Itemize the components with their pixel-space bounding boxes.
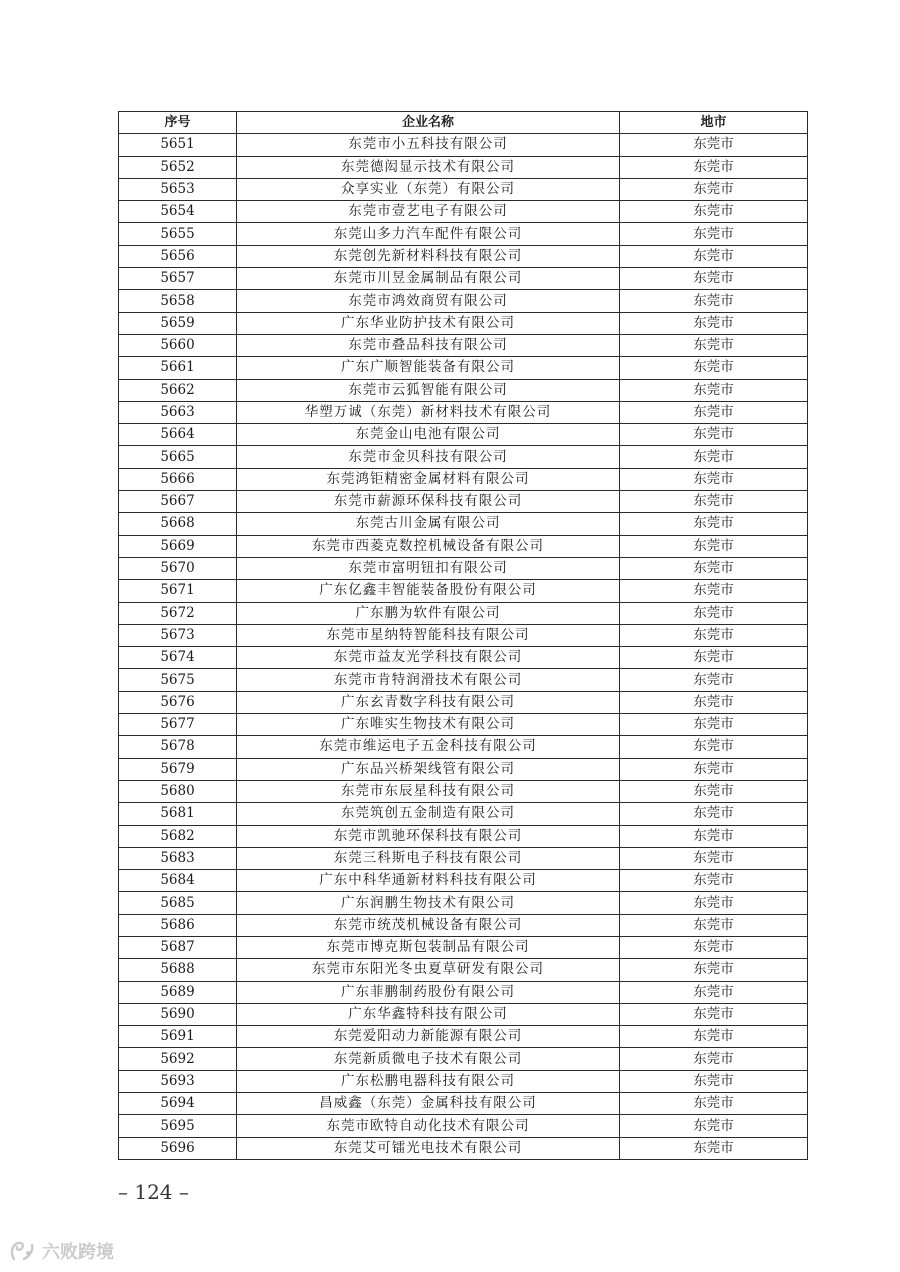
row-company-name: 广东松鹏电器科技有限公司	[237, 1070, 620, 1092]
row-company-name: 东莞新质微电子技术有限公司	[237, 1048, 620, 1070]
row-index: 5696	[119, 1137, 237, 1159]
row-index: 5692	[119, 1048, 237, 1070]
row-index: 5682	[119, 825, 237, 847]
swirl-logo-icon	[8, 1239, 38, 1263]
table-row	[119, 1048, 808, 1070]
row-company-name: 广东菲鹏制药股份有限公司	[237, 981, 620, 1003]
header-city: 地市	[620, 112, 808, 134]
table-row	[119, 134, 808, 156]
row-city: 东莞市	[620, 334, 808, 356]
watermark	[8, 1238, 114, 1264]
row-index: 5690	[119, 1003, 237, 1025]
table-row	[119, 201, 808, 223]
table-row	[119, 647, 808, 669]
table-row	[119, 468, 808, 490]
row-company-name: 广东品兴桥架线管有限公司	[237, 758, 620, 780]
row-company-name: 东莞金山电池有限公司	[237, 424, 620, 446]
row-index: 5695	[119, 1115, 237, 1137]
row-index: 5689	[119, 981, 237, 1003]
table-row	[119, 624, 808, 646]
table-row	[119, 446, 808, 468]
row-index: 5691	[119, 1026, 237, 1048]
row-city: 东莞市	[620, 825, 808, 847]
row-company-name: 东莞市博克斯包装制品有限公司	[237, 936, 620, 958]
header-index: 序号	[119, 112, 237, 134]
table-row	[119, 312, 808, 334]
row-index: 5671	[119, 580, 237, 602]
row-company-name: 东莞创先新材料科技有限公司	[237, 245, 620, 267]
row-city: 东莞市	[620, 513, 808, 535]
row-index: 5670	[119, 557, 237, 579]
table-row	[119, 780, 808, 802]
row-company-name: 昌威鑫（东莞）金属科技有限公司	[237, 1093, 620, 1115]
row-company-name: 东莞市壹艺电子有限公司	[237, 201, 620, 223]
row-city: 东莞市	[620, 290, 808, 312]
row-company-name: 众享实业（东莞）有限公司	[237, 178, 620, 200]
table-row	[119, 379, 808, 401]
table-row	[119, 736, 808, 758]
row-city: 东莞市	[620, 178, 808, 200]
row-city: 东莞市	[620, 1048, 808, 1070]
table-row	[119, 245, 808, 267]
row-company-name: 东莞市维运电子五金科技有限公司	[237, 736, 620, 758]
row-company-name: 东莞市金贝科技有限公司	[237, 446, 620, 468]
row-index: 5680	[119, 780, 237, 802]
row-city: 东莞市	[620, 491, 808, 513]
table-header-row	[119, 112, 808, 134]
row-company-name: 东莞市东辰星科技有限公司	[237, 780, 620, 802]
table-row	[119, 1115, 808, 1137]
row-company-name: 华塑万诚（东莞）新材料技术有限公司	[237, 401, 620, 423]
row-city: 东莞市	[620, 981, 808, 1003]
row-index: 5687	[119, 936, 237, 958]
row-index: 5676	[119, 691, 237, 713]
table-row	[119, 156, 808, 178]
row-company-name: 东莞市鸿效商贸有限公司	[237, 290, 620, 312]
row-city: 东莞市	[620, 714, 808, 736]
table-row	[119, 491, 808, 513]
watermark-text: 六败跨境	[42, 1242, 114, 1263]
row-company-name: 东莞市统茂机械设备有限公司	[237, 914, 620, 936]
row-company-name: 东莞三科斯电子科技有限公司	[237, 847, 620, 869]
row-index: 5674	[119, 647, 237, 669]
row-index: 5657	[119, 268, 237, 290]
row-city: 东莞市	[620, 847, 808, 869]
table-row	[119, 758, 808, 780]
table-row	[119, 290, 808, 312]
row-index: 5662	[119, 379, 237, 401]
row-company-name: 广东润鹏生物技术有限公司	[237, 892, 620, 914]
row-city: 东莞市	[620, 1093, 808, 1115]
row-index: 5660	[119, 334, 237, 356]
row-city: 东莞市	[620, 870, 808, 892]
row-index: 5679	[119, 758, 237, 780]
row-index: 5659	[119, 312, 237, 334]
row-index: 5668	[119, 513, 237, 535]
row-city: 东莞市	[620, 424, 808, 446]
table-row	[119, 803, 808, 825]
row-index: 5694	[119, 1093, 237, 1115]
row-index: 5677	[119, 714, 237, 736]
table-row	[119, 580, 808, 602]
row-company-name: 东莞市欧特自动化技术有限公司	[237, 1115, 620, 1137]
row-index: 5678	[119, 736, 237, 758]
row-index: 5658	[119, 290, 237, 312]
row-company-name: 东莞市凯驰环保科技有限公司	[237, 825, 620, 847]
row-company-name: 东莞筑创五金制造有限公司	[237, 803, 620, 825]
row-company-name: 东莞市星纳特智能科技有限公司	[237, 624, 620, 646]
row-index: 5686	[119, 914, 237, 936]
table-row	[119, 870, 808, 892]
table-row	[119, 981, 808, 1003]
row-company-name: 广东鹏为软件有限公司	[237, 602, 620, 624]
row-company-name: 广东亿鑫丰智能装备股份有限公司	[237, 580, 620, 602]
row-company-name: 东莞市川昱金属制品有限公司	[237, 268, 620, 290]
row-city: 东莞市	[620, 201, 808, 223]
row-company-name: 广东唯实生物技术有限公司	[237, 714, 620, 736]
table-row	[119, 1093, 808, 1115]
table-row	[119, 959, 808, 981]
row-city: 东莞市	[620, 959, 808, 981]
row-city: 东莞市	[620, 691, 808, 713]
row-city: 东莞市	[620, 535, 808, 557]
row-city: 东莞市	[620, 379, 808, 401]
table-row	[119, 535, 808, 557]
row-company-name: 广东华鑫特科技有限公司	[237, 1003, 620, 1025]
row-city: 东莞市	[620, 446, 808, 468]
row-city: 东莞市	[620, 736, 808, 758]
row-city: 东莞市	[620, 1137, 808, 1159]
row-company-name: 东莞市薪源环保科技有限公司	[237, 491, 620, 513]
table-row	[119, 557, 808, 579]
row-index: 5693	[119, 1070, 237, 1092]
row-company-name: 东莞市东阳光冬虫夏草研发有限公司	[237, 959, 620, 981]
table-row	[119, 1137, 808, 1159]
table-row	[119, 602, 808, 624]
row-index: 5654	[119, 201, 237, 223]
row-index: 5655	[119, 223, 237, 245]
row-city: 东莞市	[620, 1026, 808, 1048]
row-index: 5684	[119, 870, 237, 892]
row-index: 5688	[119, 959, 237, 981]
row-index: 5656	[119, 245, 237, 267]
row-index: 5664	[119, 424, 237, 446]
row-city: 东莞市	[620, 245, 808, 267]
table-row	[119, 357, 808, 379]
row-company-name: 东莞市益友光学科技有限公司	[237, 647, 620, 669]
table-row	[119, 1070, 808, 1092]
table-row	[119, 1003, 808, 1025]
row-company-name: 广东中科华通新材料科技有限公司	[237, 870, 620, 892]
row-city: 东莞市	[620, 780, 808, 802]
row-city: 东莞市	[620, 602, 808, 624]
row-company-name: 东莞市云狐智能有限公司	[237, 379, 620, 401]
row-index: 5666	[119, 468, 237, 490]
row-city: 东莞市	[620, 268, 808, 290]
row-city: 东莞市	[620, 401, 808, 423]
row-index: 5651	[119, 134, 237, 156]
row-city: 东莞市	[620, 468, 808, 490]
row-index: 5665	[119, 446, 237, 468]
row-city: 东莞市	[620, 669, 808, 691]
row-index: 5683	[119, 847, 237, 869]
row-company-name: 广东广顺智能装备有限公司	[237, 357, 620, 379]
row-city: 东莞市	[620, 647, 808, 669]
row-city: 东莞市	[620, 758, 808, 780]
row-company-name: 广东玄青数字科技有限公司	[237, 691, 620, 713]
row-city: 东莞市	[620, 557, 808, 579]
row-city: 东莞市	[620, 624, 808, 646]
row-city: 东莞市	[620, 223, 808, 245]
row-index: 5673	[119, 624, 237, 646]
table-row	[119, 714, 808, 736]
table-body	[119, 134, 808, 1160]
row-index: 5652	[119, 156, 237, 178]
row-city: 东莞市	[620, 936, 808, 958]
row-city: 东莞市	[620, 1003, 808, 1025]
row-company-name: 东莞市叠品科技有限公司	[237, 334, 620, 356]
row-index: 5669	[119, 535, 237, 557]
row-city: 东莞市	[620, 1115, 808, 1137]
row-company-name: 东莞市小五科技有限公司	[237, 134, 620, 156]
table-row	[119, 1026, 808, 1048]
table-row	[119, 691, 808, 713]
table-row	[119, 424, 808, 446]
row-index: 5667	[119, 491, 237, 513]
table-row	[119, 401, 808, 423]
table-row	[119, 334, 808, 356]
row-company-name: 东莞爱阳动力新能源有限公司	[237, 1026, 620, 1048]
table-row	[119, 847, 808, 869]
row-company-name: 东莞古川金属有限公司	[237, 513, 620, 535]
row-company-name: 东莞艾可镭光电技术有限公司	[237, 1137, 620, 1159]
row-city: 东莞市	[620, 914, 808, 936]
row-city: 东莞市	[620, 803, 808, 825]
row-company-name: 东莞市肯特润滑技术有限公司	[237, 669, 620, 691]
enterprise-list	[118, 111, 807, 1160]
table-row	[119, 513, 808, 535]
enterprise-table	[118, 111, 808, 1160]
row-company-name: 东莞山多力汽车配件有限公司	[237, 223, 620, 245]
row-city: 东莞市	[620, 1070, 808, 1092]
row-city: 东莞市	[620, 312, 808, 334]
row-city: 东莞市	[620, 156, 808, 178]
table-row	[119, 892, 808, 914]
table-row	[119, 223, 808, 245]
row-company-name: 东莞市西菱克数控机械设备有限公司	[237, 535, 620, 557]
row-company-name: 广东华业防护技术有限公司	[237, 312, 620, 334]
row-index: 5685	[119, 892, 237, 914]
row-company-name: 东莞鸿钜精密金属材料有限公司	[237, 468, 620, 490]
row-index: 5681	[119, 803, 237, 825]
row-city: 东莞市	[620, 357, 808, 379]
row-index: 5672	[119, 602, 237, 624]
table-row	[119, 669, 808, 691]
header-company-name: 企业名称	[237, 112, 620, 134]
table-row	[119, 178, 808, 200]
row-city: 东莞市	[620, 134, 808, 156]
row-index: 5675	[119, 669, 237, 691]
row-city: 东莞市	[620, 892, 808, 914]
table-row	[119, 936, 808, 958]
row-index: 5653	[119, 178, 237, 200]
row-index: 5663	[119, 401, 237, 423]
row-index: 5661	[119, 357, 237, 379]
table-row	[119, 825, 808, 847]
row-city: 东莞市	[620, 580, 808, 602]
table-row	[119, 914, 808, 936]
table-row	[119, 268, 808, 290]
row-company-name: 东莞市富明钮扣有限公司	[237, 557, 620, 579]
page-number: – 124 –	[118, 1180, 189, 1204]
row-company-name: 东莞德闳显示技术有限公司	[237, 156, 620, 178]
